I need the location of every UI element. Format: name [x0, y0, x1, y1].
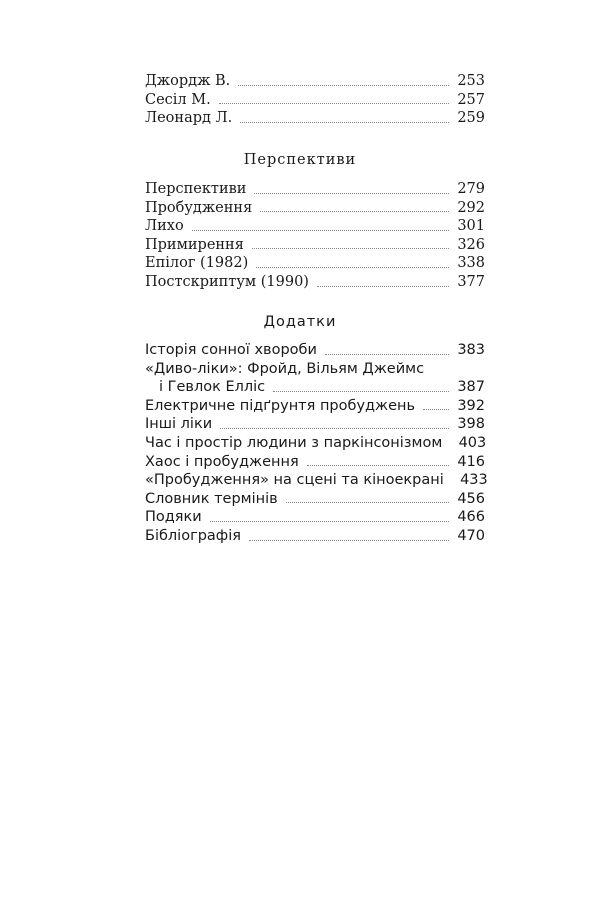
- toc-entry-page: 326: [457, 236, 485, 253]
- toc-entry-title: Історія сонної хвороби: [145, 342, 317, 358]
- toc-entry: [145, 360, 485, 397]
- toc-entry-row: [145, 360, 485, 379]
- dot-leader: [240, 122, 449, 123]
- toc-entry-page: 253: [457, 73, 485, 89]
- toc-entry-page: 301: [457, 218, 485, 235]
- toc-entry: [145, 471, 488, 490]
- toc-entry: [145, 527, 485, 546]
- toc-entry-title: Бібліографія: [145, 527, 241, 544]
- toc-entry-page: 398: [457, 416, 485, 433]
- toc-entry-title: Подяки: [145, 509, 202, 526]
- toc-entry: [145, 508, 485, 527]
- toc-entry: [145, 397, 485, 416]
- dot-leader: [286, 502, 449, 503]
- toc-entry-title: Інші ліки: [145, 416, 213, 433]
- toc-entry-title: Електричне підґрунтя пробуджень: [145, 397, 416, 414]
- dot-leader: [423, 409, 449, 410]
- toc-entry: [145, 91, 485, 110]
- toc-entry-page: 433: [460, 472, 488, 489]
- toc-entry: [145, 217, 485, 236]
- toc-entry-page: 292: [457, 199, 485, 216]
- toc-entry: [145, 199, 485, 218]
- toc-entry-row: [145, 378, 485, 397]
- toc-entry-page: 387: [457, 379, 485, 396]
- toc-entry: [145, 341, 485, 360]
- toc-entry-page: 377: [457, 273, 485, 290]
- dot-leader: [260, 211, 449, 212]
- toc-entry-title: Пробудження: [145, 199, 253, 216]
- toc-entry-title: Джордж В.: [145, 73, 231, 89]
- toc-entry-title: Епілог (1982): [145, 255, 249, 272]
- toc-entry-title-line1: «Диво-ліки»: Фройд, Вільям Джеймс: [145, 360, 425, 377]
- dot-leader: [219, 103, 449, 104]
- toc-entry: [145, 236, 485, 255]
- toc-entry-title: Примирення: [145, 236, 244, 253]
- toc-entry-title: Постскриптум (1990): [145, 273, 309, 290]
- toc-entry: [145, 109, 485, 128]
- toc-entry-title: Сесіл М.: [145, 91, 211, 108]
- toc-entry-title: Перспективи: [145, 181, 247, 197]
- toc-entry-page: 257: [457, 91, 485, 108]
- toc-entry-page: 466: [457, 509, 485, 526]
- dot-leader: [210, 521, 449, 522]
- toc-entry-title: Лихо: [145, 218, 184, 235]
- toc-entry-page: 338: [457, 255, 485, 272]
- dot-leader: [238, 85, 449, 86]
- toc-entry-page: 416: [457, 453, 485, 470]
- toc-entry-title: Час і простір людини з паркінсонізмом: [145, 434, 443, 451]
- toc-entry-title: «Пробудження» на сцені та кіноекрані: [145, 472, 444, 489]
- toc-entry-title: Словник термінів: [145, 490, 278, 507]
- toc-block-perspectives: [145, 180, 485, 292]
- toc-entry-page: 279: [457, 181, 485, 197]
- toc-entry: [145, 490, 485, 509]
- toc-entry-page: 403: [458, 434, 487, 451]
- section-heading-perspectives: Перспективи: [243, 152, 357, 168]
- dot-leader: [273, 391, 449, 392]
- dot-leader: [317, 286, 449, 287]
- toc-entry-page: 259: [457, 110, 485, 127]
- toc-entry: [145, 180, 485, 199]
- dot-leader: [249, 540, 449, 541]
- toc-entry: [145, 273, 485, 292]
- toc-entry-title-line2: і Гевлок Елліс: [159, 379, 266, 396]
- toc-entry-title: Хаос і пробудження: [145, 453, 299, 470]
- toc-entry: [145, 415, 485, 434]
- dot-leader: [252, 248, 449, 249]
- dot-leader: [307, 465, 449, 466]
- toc-block-top: [145, 72, 485, 128]
- toc-block-appendices: [145, 341, 488, 546]
- toc-entry: [145, 254, 485, 273]
- dot-leader: [256, 267, 449, 268]
- dot-leader: [192, 230, 449, 231]
- toc-entry: [145, 453, 485, 472]
- toc-entry-title: Леонард Л.: [145, 110, 233, 127]
- section-heading-appendices: Додатки: [263, 314, 337, 330]
- toc-entry-page: 456: [457, 490, 485, 507]
- toc-entry: [145, 72, 485, 91]
- toc-entry-page: 383: [457, 342, 485, 358]
- dot-leader: [254, 193, 449, 194]
- toc-entry-page: 470: [457, 527, 485, 544]
- toc-entry-page: 392: [457, 397, 485, 414]
- toc-entry: [145, 434, 485, 453]
- dot-leader: [220, 428, 449, 429]
- dot-leader: [325, 354, 449, 355]
